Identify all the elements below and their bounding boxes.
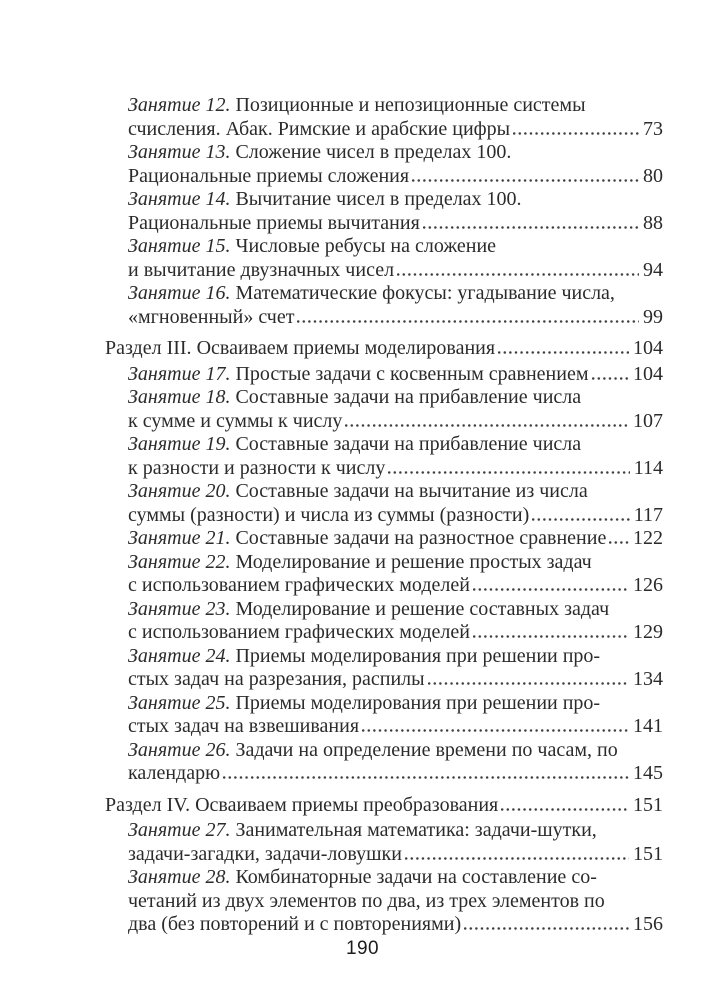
toc-entry-line <box>128 715 663 739</box>
entry-title: Простые задачи с косвенным сравнением <box>235 362 589 385</box>
toc-entry-line <box>128 386 663 410</box>
entry-title-continued: «мгновенный» счет <box>128 305 295 328</box>
toc-entry-line <box>128 692 663 716</box>
dot-leader <box>362 729 629 732</box>
toc-entry-lesson-12 <box>105 94 663 141</box>
toc-entry-line <box>128 433 663 457</box>
entry-title-continued: два (без повторений и с повторениями) <box>128 913 462 935</box>
entry-title-continued: к сумме и суммы к числу <box>128 409 343 432</box>
toc-entry-line <box>128 410 663 434</box>
lesson-label: Занятие 18. <box>128 386 231 408</box>
dot-leader <box>501 808 629 811</box>
toc-entry-lesson-22 <box>105 551 663 598</box>
entry-page-number: 156 <box>633 913 663 935</box>
entry-title-continued: суммы (разности) и числа из суммы (разности) <box>128 503 530 526</box>
toc-entry-line <box>128 890 663 914</box>
section-title: Осваиваем приемы моделирования <box>196 337 496 359</box>
dot-leader <box>388 471 629 474</box>
entry-page-number: 134 <box>633 668 663 690</box>
dot-leader <box>397 273 639 276</box>
entry-page-number: 80 <box>643 164 663 187</box>
toc-entry-line <box>128 282 663 306</box>
lesson-label: Занятие 28. <box>128 866 231 888</box>
toc-entry-line <box>105 337 663 361</box>
lesson-label: Занятие 15. <box>128 235 231 257</box>
toc-entry-line <box>128 668 663 692</box>
lesson-label: Занятие 22. <box>128 550 231 573</box>
toc-entry-line <box>128 762 663 786</box>
entry-title: Приемы моделирования при решении про- <box>235 691 601 714</box>
toc-entry-line <box>128 645 663 669</box>
entry-title-continued: Рациональные приемы вычитания <box>128 211 420 234</box>
toc-entry-lesson-20 <box>105 480 663 527</box>
toc-entry-line <box>128 913 663 937</box>
toc-entry-line <box>128 504 663 528</box>
entry-title: Занимательная математика: задачи-шутки, <box>235 819 597 841</box>
toc-entry-lesson-26 <box>105 739 663 786</box>
entry-title: Составные задачи на вычитание из числа <box>235 480 588 502</box>
toc-entry-line <box>128 527 663 551</box>
toc-entry-line <box>128 141 663 165</box>
dot-leader <box>297 320 639 323</box>
dot-leader <box>609 541 629 544</box>
toc-entry-line <box>128 165 663 189</box>
entry-title: Моделирование и решение простых задач <box>235 550 592 573</box>
toc-entry-lesson-18 <box>105 386 663 433</box>
section-title: Осваиваем приемы преобразования <box>195 793 499 816</box>
toc-entry-line <box>128 94 663 118</box>
entry-title: Числовые ребусы на сложение <box>235 235 497 257</box>
toc-entry-lesson-27 <box>105 819 663 866</box>
dot-leader <box>223 776 629 779</box>
entry-title-continued: четаний из двух элементов по два, из трех элементов по <box>128 889 605 912</box>
toc-entry-lesson-13 <box>105 141 663 188</box>
dot-leader <box>513 132 639 135</box>
entry-title: Составные задачи на прибавление числа <box>235 433 582 455</box>
toc-entry-line <box>128 574 663 598</box>
toc-entry-lesson-15 <box>105 235 663 282</box>
entry-title-continued: счисления. Абак. Римские и арабские цифры <box>128 117 511 140</box>
entry-page-number: 141 <box>633 715 663 737</box>
toc-entry-line <box>105 794 663 818</box>
entry-title: Вычитание чисел в пределах 100. <box>235 188 522 210</box>
lesson-label: Занятие 26. <box>128 738 231 761</box>
toc-entry-line <box>128 235 663 259</box>
entry-page-number: 122 <box>633 527 663 549</box>
toc-entry-lesson-16 <box>105 282 663 329</box>
entry-title: Моделирование и решение составных задач <box>235 597 610 620</box>
lesson-label: Занятие 21. <box>128 527 231 549</box>
entry-page-number: 73 <box>643 117 663 140</box>
toc-entry-line <box>128 480 663 504</box>
lesson-label: Занятие 20. <box>128 480 231 502</box>
entry-title-continued: к разности и разности к числу <box>128 456 386 479</box>
entry-page-number: 88 <box>643 211 663 234</box>
toc-entry-line <box>128 259 663 283</box>
entry-title-continued: стых задач на разрезания, распилы <box>128 668 425 690</box>
lesson-label: Занятие 19. <box>128 433 231 455</box>
entry-page-number: 117 <box>633 503 663 526</box>
entry-page-number: 145 <box>633 762 663 784</box>
toc-entry-section-4 <box>105 794 663 818</box>
entry-page-number: 151 <box>633 842 663 865</box>
toc-entry-line <box>128 551 663 575</box>
toc-entry-line <box>128 843 663 867</box>
entry-title-continued: с использованием графических моделей <box>128 574 470 596</box>
toc-entry-line <box>128 188 663 212</box>
lesson-label: Занятие 27. <box>128 819 231 841</box>
lesson-label: Занятие 12. <box>128 94 231 116</box>
dot-leader <box>464 927 629 930</box>
entry-title: Задачи на определение времени по часам, по <box>235 738 618 761</box>
toc-entry-line <box>128 598 663 622</box>
entry-title: Приемы моделирования при решении про- <box>235 644 601 667</box>
toc-entry-lesson-23 <box>105 598 663 645</box>
table-of-contents <box>105 94 663 937</box>
toc-entry-line <box>128 621 663 645</box>
section-label: Раздел III. <box>105 337 192 359</box>
lesson-label: Занятие 25. <box>128 691 231 714</box>
dot-leader <box>405 857 629 860</box>
dot-leader <box>473 588 629 591</box>
toc-entry-line <box>128 118 663 142</box>
entry-page-number: 99 <box>643 305 663 328</box>
entry-page-number: 126 <box>633 574 663 596</box>
entry-title-continued: календарю <box>128 762 221 784</box>
lesson-label: Занятие 23. <box>128 597 231 620</box>
dot-leader <box>592 377 630 380</box>
lesson-label: Занятие 17. <box>128 362 231 385</box>
dot-leader <box>412 179 639 182</box>
entry-title: Математические фокусы: угадывание числа, <box>235 282 615 304</box>
toc-entry-lesson-28 <box>105 866 663 937</box>
entry-page-number: 104 <box>633 362 663 385</box>
lesson-label: Занятие 13. <box>128 141 231 163</box>
entry-page-number: 114 <box>633 456 663 479</box>
toc-entry-line <box>128 457 663 481</box>
entry-page-number: 129 <box>633 621 663 643</box>
toc-entry-line <box>128 819 663 843</box>
entry-title-continued: и вычитание двузначных чисел <box>128 258 395 281</box>
dot-leader <box>423 226 639 229</box>
entry-title: Позиционные и непозиционные системы <box>235 94 586 116</box>
dot-leader <box>473 635 629 638</box>
toc-entry-lesson-25 <box>105 692 663 739</box>
toc-entry-section-3 <box>105 337 663 361</box>
entry-title: Комбинаторные задачи на составление со- <box>235 866 597 888</box>
dot-leader <box>345 424 629 427</box>
toc-entry-lesson-17 <box>105 363 663 387</box>
entry-page-number: 104 <box>633 337 663 359</box>
lesson-label: Занятие 24. <box>128 644 231 667</box>
toc-entry-line <box>128 306 663 330</box>
entry-title-continued: с использованием графических моделей <box>128 621 470 643</box>
entry-page-number: 151 <box>633 793 663 816</box>
lesson-label: Занятие 16. <box>128 282 231 304</box>
entry-page-number: 94 <box>643 258 663 281</box>
entry-title-continued: Рациональные приемы сложения <box>128 164 410 187</box>
dot-leader <box>428 682 629 685</box>
entry-title: Сложение чисел в пределах 100. <box>235 141 512 163</box>
entry-title: Составные задачи на прибавление числа <box>235 386 582 408</box>
toc-entry-lesson-24 <box>105 645 663 692</box>
lesson-label: Занятие 14. <box>128 188 231 210</box>
toc-entry-line <box>128 212 663 236</box>
entry-page-number: 107 <box>633 409 663 432</box>
entry-title-continued: задачи-загадки, задачи-ловушки <box>128 842 402 865</box>
toc-entry-lesson-21 <box>105 527 663 551</box>
dot-leader <box>532 518 629 521</box>
page-number-footer: 190 <box>346 938 379 959</box>
entry-title: Составные задачи на разностное сравнение <box>235 527 607 549</box>
toc-entry-lesson-19 <box>105 433 663 480</box>
toc-entry-lesson-14 <box>105 188 663 235</box>
toc-entry-line <box>128 739 663 763</box>
entry-title-continued: стых задач на взвешивания <box>128 715 360 737</box>
section-label: Раздел IV. <box>105 793 191 816</box>
dot-leader <box>498 351 629 354</box>
toc-entry-line <box>128 363 663 387</box>
toc-entry-line <box>128 866 663 890</box>
